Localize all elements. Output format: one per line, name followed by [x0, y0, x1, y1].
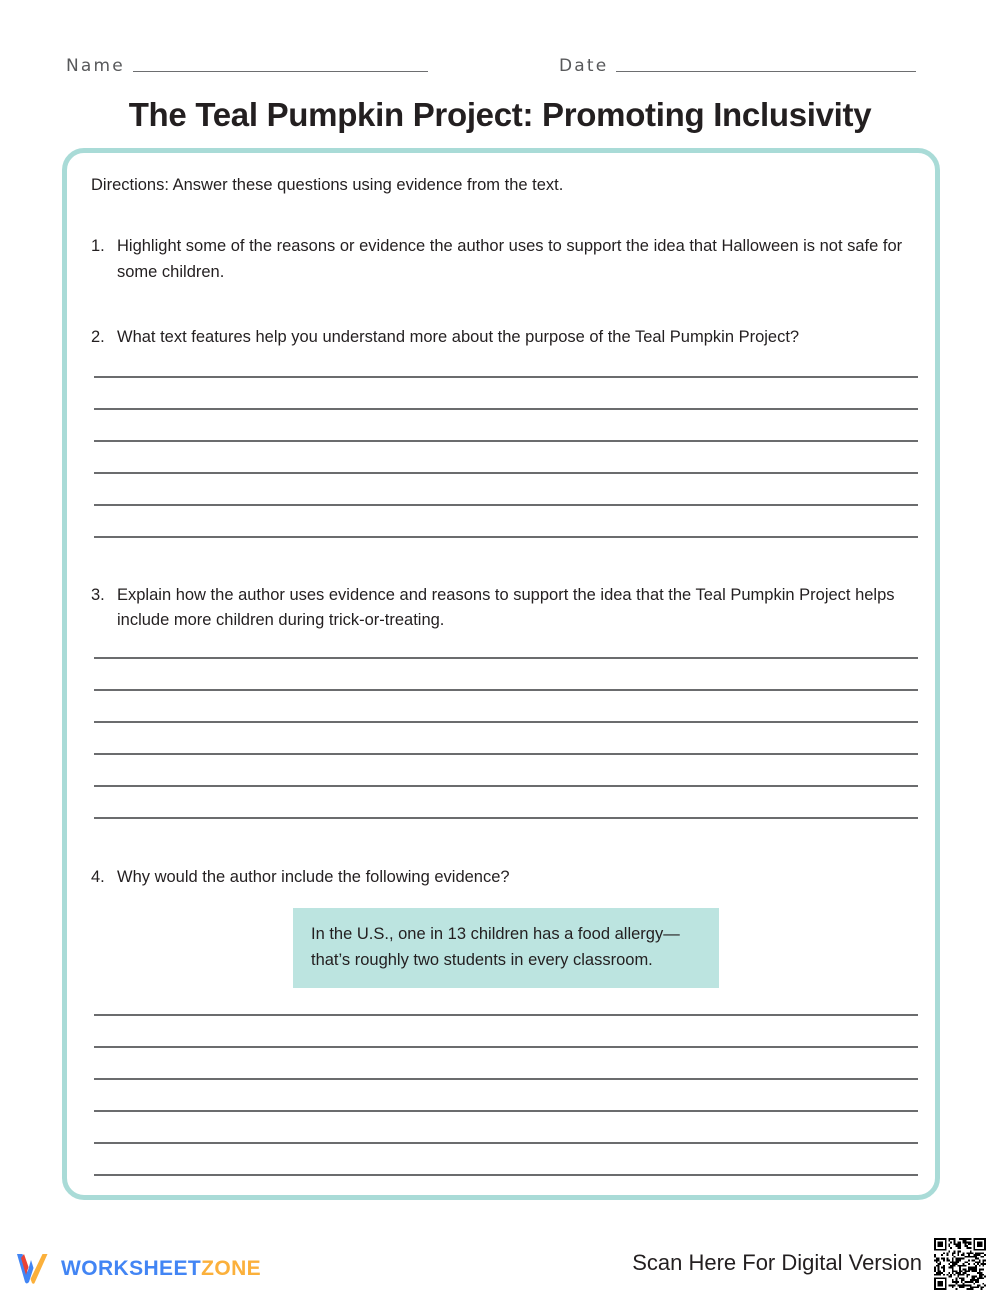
question-4-text: Why would the author include the following evidence?	[117, 867, 510, 886]
w-logo-icon	[14, 1252, 52, 1286]
answer-lines-question-4[interactable]	[94, 1014, 915, 1176]
answer-line[interactable]	[94, 1174, 918, 1176]
answer-line[interactable]	[94, 408, 918, 410]
answer-line[interactable]	[94, 753, 918, 755]
answer-line[interactable]	[94, 536, 918, 538]
question-1-number: 1.	[91, 237, 105, 255]
qr-code-icon[interactable]	[930, 1234, 990, 1294]
answer-line[interactable]	[94, 1014, 918, 1016]
answer-line[interactable]	[94, 1110, 918, 1112]
date-input-rule[interactable]	[616, 71, 916, 72]
scan-label: Scan Here For Digital Version	[632, 1250, 922, 1275]
answer-line[interactable]	[94, 721, 918, 723]
worksheet-card	[62, 148, 940, 1200]
question-3-text: Explain how the author uses evidence and reasons to support the idea that the Teal Pumpkin Project helps include more children during trick-or-treating.	[117, 585, 895, 629]
question-1-text: Highlight some of the reasons or evidence the author uses to support the idea that Halloween is not safe for some children.	[117, 237, 903, 281]
answer-line[interactable]	[94, 1046, 918, 1048]
answer-line[interactable]	[94, 1142, 918, 1144]
answer-line[interactable]	[94, 376, 918, 378]
qr-code-glyph	[934, 1238, 986, 1290]
answer-lines-question-2[interactable]	[94, 376, 915, 538]
answer-lines-question-3[interactable]	[94, 657, 915, 819]
name-label: Name	[66, 56, 125, 76]
answer-line[interactable]	[94, 1078, 918, 1080]
page-footer	[0, 1222, 1000, 1294]
answer-line[interactable]	[94, 817, 918, 819]
answer-line[interactable]	[94, 504, 918, 506]
question-3	[91, 583, 915, 634]
brand-wordmark-part2: ZONE	[201, 1257, 262, 1280]
answer-line[interactable]	[94, 785, 918, 787]
scan-cta[interactable]	[632, 1234, 990, 1294]
question-4-number: 4.	[91, 867, 105, 886]
answer-line[interactable]	[94, 472, 918, 474]
answer-line[interactable]	[94, 440, 918, 442]
date-label: Date	[559, 56, 609, 76]
question-2-text: What text features help you understand more about the purpose of the Teal Pumpkin Project?	[117, 328, 800, 346]
answer-line[interactable]	[94, 657, 918, 659]
brand-wordmark	[61, 1257, 261, 1281]
brand-logo[interactable]	[14, 1252, 261, 1286]
directions-text: Directions: Answer these questions using evidence from the text.	[91, 176, 564, 194]
answer-line[interactable]	[94, 689, 918, 691]
worksheet-content	[91, 173, 915, 1176]
question-2	[91, 325, 915, 351]
name-input-rule[interactable]	[133, 71, 428, 72]
name-field-group[interactable]	[66, 56, 428, 76]
page-title: The Teal Pumpkin Project: Promoting Inclusivity	[128, 96, 872, 133]
question-3-number: 3.	[91, 585, 105, 604]
evidence-quote-box	[293, 908, 719, 988]
student-info-row	[62, 56, 917, 82]
question-2-number: 2.	[91, 328, 105, 346]
question-1	[91, 234, 915, 285]
question-4	[91, 865, 915, 891]
brand-wordmark-part1: WORKSHEET	[61, 1257, 202, 1280]
date-field-group[interactable]	[559, 56, 916, 76]
evidence-quote-text: In the U.S., one in 13 children has a food allergy—that’s roughly two students in every classroom.	[311, 925, 680, 969]
